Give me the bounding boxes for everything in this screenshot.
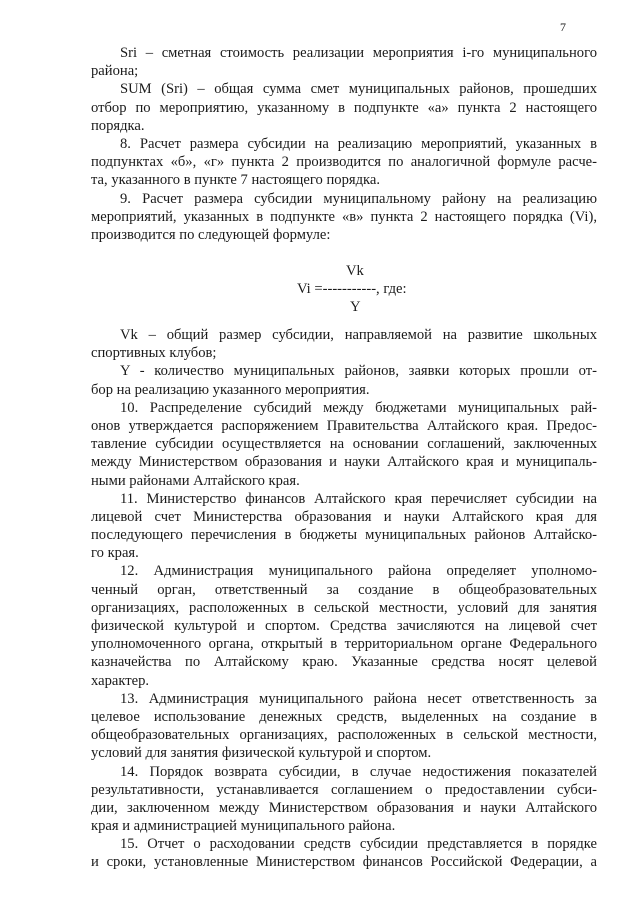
text-line: края и администрацией муниципального района. [91, 818, 396, 835]
text-line: района; [91, 63, 139, 80]
text-line: онов утверждается распоряжением Правительства Алтайского края. Предос- [91, 417, 597, 434]
text-line: организациях, расположенных в сельской местности, условий для занятия [91, 599, 597, 616]
text-line: мероприятий, указанных в подпункте «в» пункта 2 настоящего порядка (Vi), [91, 208, 597, 225]
document-text-block-2 [91, 326, 597, 872]
text-line: Sri – сметная стоимость реализации мероприятия i-го муниципального [120, 45, 597, 61]
text-line: результативности, устанавливается соглашением о предоставлении субси- [91, 781, 597, 798]
formula-main-line: Vi =-----------, где: [297, 281, 407, 297]
text-line: дии, заключенном между Министерством образования и науки Алтайского [91, 799, 597, 816]
text-line: характер. [91, 672, 150, 689]
text-line: отбор по мероприятию, указанному в подпункте «а» пункта 2 настоящего [91, 99, 597, 116]
formula-numerator: Vk [346, 263, 364, 279]
text-line: 9. Расчет размера субсидии муниципальному району на реализацию [120, 190, 597, 207]
text-line: и сроки, установленные Министерством финансов Российской Федерации, а [91, 854, 597, 871]
text-line: порядка. [91, 117, 145, 134]
text-line: физической культурой и спортом. Средства зачисляются на лицевой счет [91, 618, 597, 634]
text-line: го края. [91, 545, 139, 562]
text-line: 11. Министерство финансов Алтайского края перечисляет субсидии на [120, 490, 597, 507]
formula-denominator: Y [350, 299, 361, 315]
document-text-block-1 [91, 44, 597, 244]
text-line: 15. Отчет о расходовании средств субсидии представляется в порядке [120, 836, 597, 853]
page-number: 7 [560, 20, 566, 34]
text-line: подпунктах «б», «г» пункта 2 производится по аналогичной формуле расче- [91, 154, 597, 171]
text-line: тавление субсидии осуществляется на основании соглашений, заключенных [91, 436, 597, 453]
text-line: ными районами Алтайского края. [91, 472, 300, 489]
text-line: 14. Порядок возврата субсидии, в случае недостижения показателей [120, 763, 597, 780]
text-line: между Министерством образования и науки Алтайского края и муниципаль- [91, 454, 597, 471]
text-line: 13. Администрация муниципального района несет ответственность за [120, 690, 597, 707]
text-line: казначейства по Алтайскому краю. Указанные средства носят целевой [91, 654, 597, 671]
text-line: целевое использование денежных средств, выделенных на создание в [91, 708, 597, 725]
text-line: ченный орган, ответственный за создание в общеобразовательных [91, 581, 597, 598]
text-line: лицевой счет Министерства образования и науки Алтайского края для [91, 508, 597, 525]
text-line: условий для занятия физической культурой и спортом. [91, 745, 432, 762]
text-line: Y - количество муниципальных районов, заявки которых прошли от- [120, 363, 597, 380]
text-line: последующего перечисления в бюджеты муниципальных районов Алтайско- [91, 527, 597, 544]
text-line: Vk – общий размер субсидии, направляемой на развитие школьных [120, 327, 597, 343]
text-line: бор на реализацию указанного мероприятия. [91, 381, 370, 398]
text-line: общеобразовательных организациях, расположенных в сельской местности, [91, 727, 597, 744]
text-line: производится по следующей формуле: [91, 226, 331, 243]
text-line: 8. Расчет размера субсидии на реализацию мероприятий, указанных в [120, 135, 597, 152]
text-line: уполномоченного органа, открытый в территориальном органе Федерального [91, 636, 597, 653]
text-line: спортивных клубов; [91, 345, 217, 362]
text-line: 12. Администрация муниципального района определяет уполномо- [120, 563, 597, 580]
text-line: 10. Распределение субсидий между бюджетами муниципальных рай- [120, 399, 597, 416]
text-line: SUM (Sri) – общая сумма смет муниципальных районов, прошедших [120, 81, 597, 98]
text-line: та, указанного в пункте 7 настоящего порядка. [91, 172, 381, 189]
